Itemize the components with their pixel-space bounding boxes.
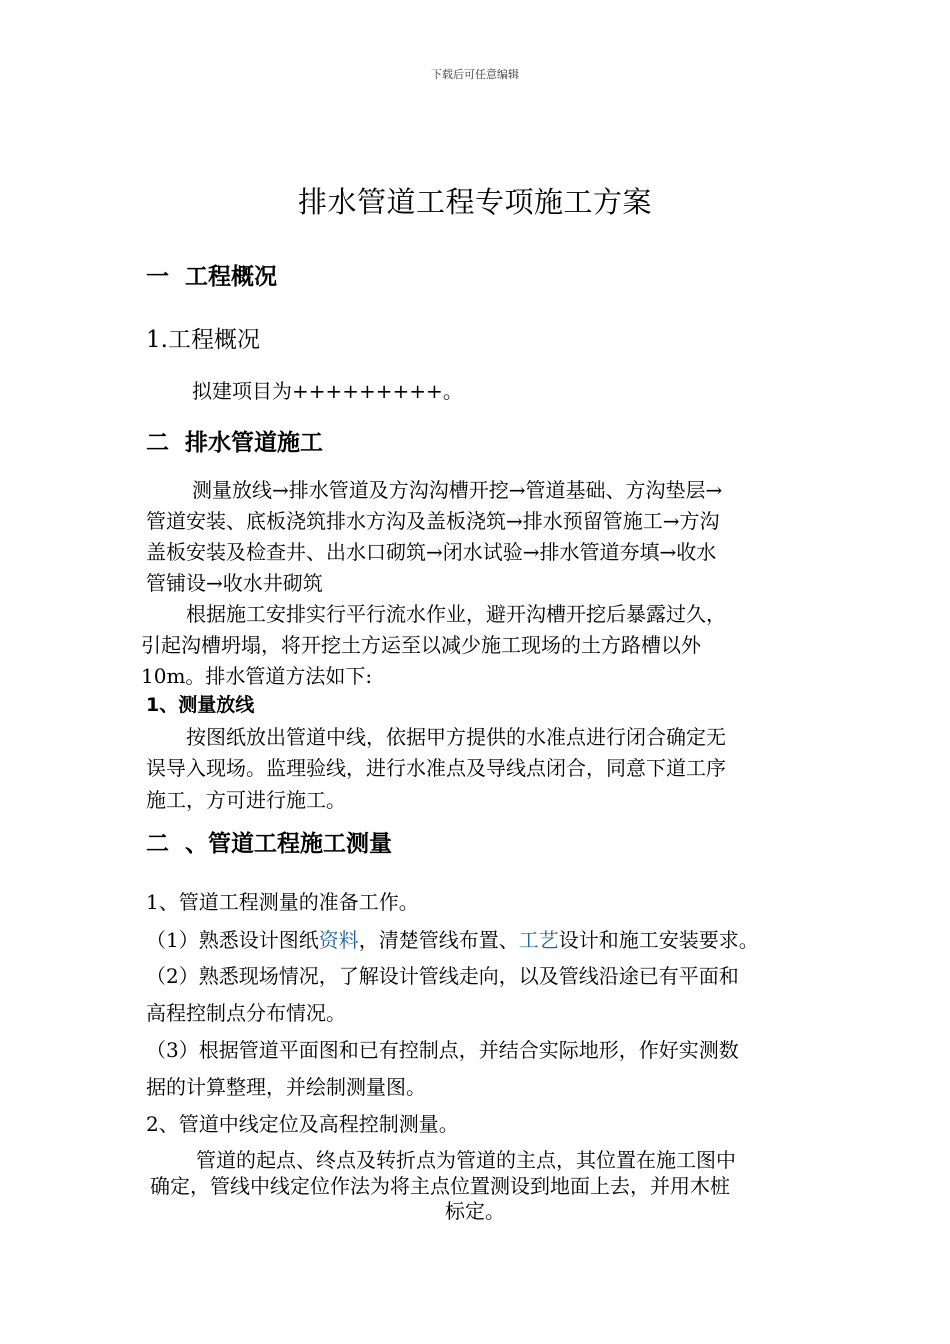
item-line: 1、管道工程测量的准备工作。 <box>146 890 419 914</box>
item-line: 2、管道中线定位及高程控制测量。 <box>146 1112 459 1136</box>
step-line: （3）根据管道平面图和已有控制点，并结合实际地形，作好实测数 <box>146 1038 739 1062</box>
survey-line: 按图纸放出管道中线，依据甲方提供的水准点进行闭合确定无 <box>186 725 726 749</box>
step-text: 设计和施工安装要求。 <box>558 928 759 952</box>
final-line: 管道的起点、终点及转折点为管道的主点，其位置在施工图中 <box>196 1148 736 1172</box>
final-line: 确定，管线中线定位作法为将主点位置测设到地面上去，并用木桩 <box>150 1174 730 1198</box>
flow-line: 管铺设→收水井砌筑 <box>146 571 323 595</box>
section-heading-drainage: 二 排水管道施工 <box>146 430 324 456</box>
flow-line: 盖板安装及检查井、出水口砌筑→闭水试验→排水管道夯填→收水 <box>146 540 717 564</box>
survey-heading: 1、测量放线 <box>146 694 255 716</box>
step-text: ，清楚管线布置、 <box>358 928 519 952</box>
step-line: 高程控制点分布情况。 <box>146 1001 346 1025</box>
step-line-1 <box>146 924 759 953</box>
overview-text: 拟建项目为+++++++++。 <box>192 379 463 403</box>
link-materials[interactable]: 资料 <box>318 928 359 952</box>
subheading-overview: 1.工程概况 <box>146 327 260 353</box>
paragraph-line: 根据施工安排实行平行流水作业，避开沟槽开挖后暴露过久， <box>186 602 726 626</box>
paragraph-line: 10m。排水管道方法如下: <box>141 664 373 688</box>
step-text: （1）熟悉设计图纸 <box>146 928 319 952</box>
header-note: 下载后可任意编辑 <box>431 68 519 81</box>
step-line: （2）熟悉现场情况，了解设计管线走向，以及管线沿途已有平面和 <box>146 964 739 988</box>
document-title: 排水管道工程专项施工方案 <box>297 185 652 219</box>
final-line: 标定。 <box>445 1199 505 1223</box>
flow-line: 测量放线→排水管道及方沟沟槽开挖→管道基础、方沟垫层→ <box>192 478 723 502</box>
paragraph-line: 引起沟槽坍塌，将开挖土方运至以减少施工现场的土方路槽以外 <box>141 633 701 657</box>
survey-line: 施工，方可进行施工。 <box>146 788 346 812</box>
section-heading-measurement: 二 、管道工程施工测量 <box>146 831 393 857</box>
survey-line: 误导入现场。监理验线，进行水准点及导线点闭合，同意下道工序 <box>146 756 726 780</box>
flow-line: 管道安装、底板浇筑排水方沟及盖板浇筑→排水预留管施工→方沟 <box>146 509 720 533</box>
section-heading-overview: 一 工程概况 <box>146 264 278 290</box>
link-process[interactable]: 工艺 <box>518 928 559 952</box>
step-line: 据的计算整理，并绘制测量图。 <box>146 1075 426 1099</box>
